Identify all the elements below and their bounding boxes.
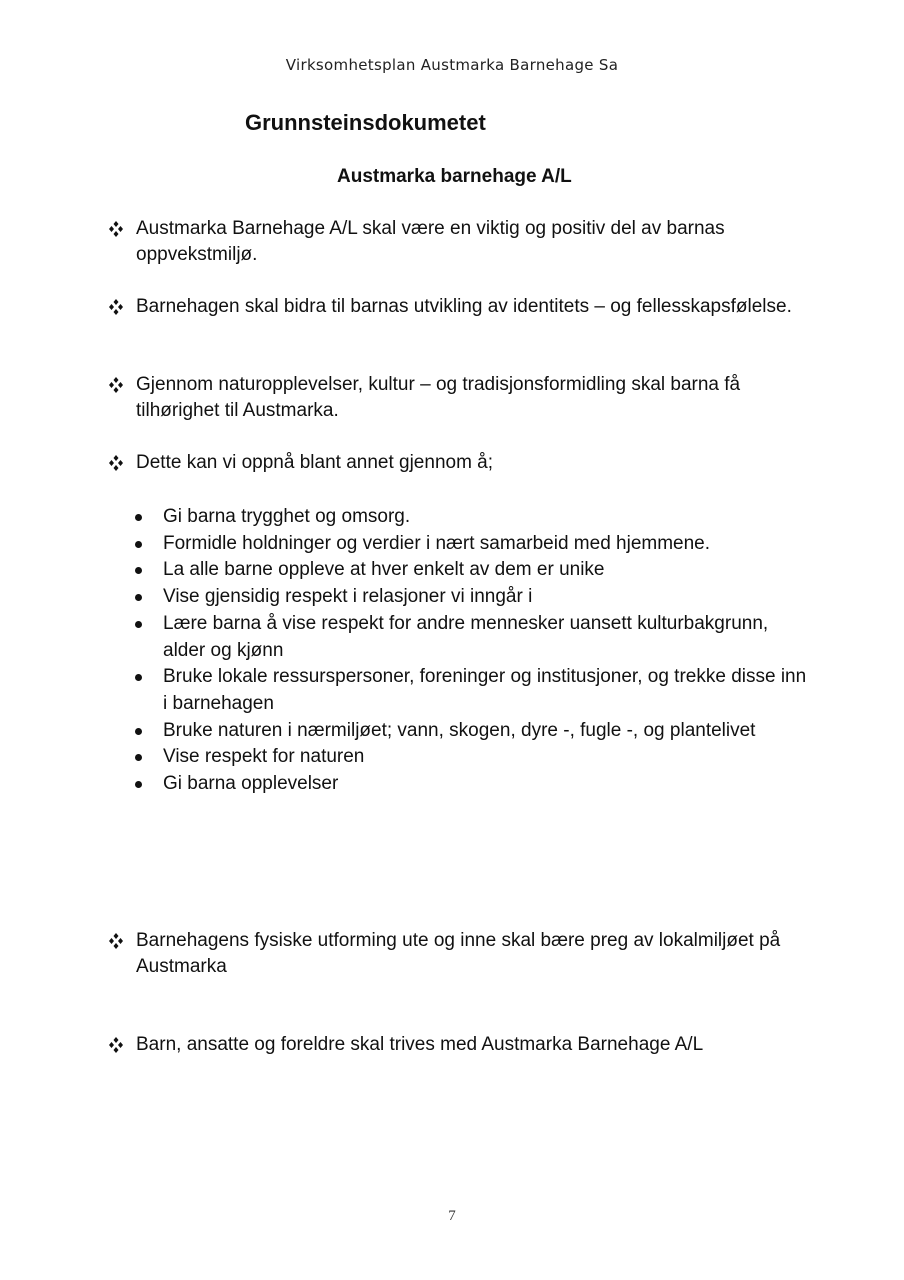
bullet-list-item	[130, 744, 810, 771]
bullet-list-item	[130, 664, 810, 717]
bullet-list-item	[130, 771, 810, 798]
bullet-item-text: Gi barna opplevelser	[163, 773, 339, 795]
four-diamond-bullet-icon	[106, 375, 126, 395]
bullet-list-item	[130, 531, 810, 558]
bullet-dot-icon	[135, 754, 142, 761]
diamond-list-item-text: Barnehagens fysiske utforming ute og inne skal bære preg av lokalmiljøet på Austmarka	[136, 930, 781, 977]
page-title: Grunnsteinsdokumetet	[245, 110, 486, 135]
bullet-item-text: Bruke naturen i nærmiljøet; vann, skogen, dyre -, fugle -, og plantelivet	[163, 719, 756, 741]
diamond-list-item-text: Gjennom naturopplevelser, kultur – og tradisjonsformidling skal barna få tilhørighet til Austmarka.	[136, 374, 741, 421]
diamond-list-item-text: Barn, ansatte og foreldre skal trives med Austmarka Barnehage A/L	[136, 1034, 704, 1055]
bullet-item-text: Vise gjensidig respekt i relasjoner vi inngår i	[163, 586, 533, 608]
page-subtitle: Austmarka barnehage A/L	[337, 166, 572, 187]
bullet-dot-icon	[135, 594, 142, 601]
bullet-item-text: La alle barne oppleve at hver enkelt av dem er unike	[163, 559, 605, 581]
page-number: 7	[448, 1208, 456, 1224]
bullet-item-text: Formidle holdninger og verdier i nært samarbeid med hjemmene.	[163, 532, 711, 554]
four-diamond-bullet-icon	[106, 219, 126, 239]
bullet-dot-icon	[135, 781, 142, 788]
diamond-list-item-text: Austmarka Barnehage A/L skal være en viktig og positiv del av barnas oppvekstmiljø.	[136, 218, 725, 265]
bullet-dot-icon	[135, 541, 142, 548]
diamond-list-item	[106, 928, 806, 980]
bullet-dot-icon	[135, 621, 142, 628]
bullet-dot-icon	[135, 674, 142, 681]
diamond-list-item-text: Dette kan vi oppnå blant annet gjennom å;	[136, 452, 494, 473]
bullet-list-item	[130, 504, 810, 531]
bullet-item-text: Lære barna å vise respekt for andre mennesker uansett kulturbakgrunn, alder og kjønn	[163, 612, 769, 661]
four-diamond-bullet-icon	[106, 297, 126, 317]
four-diamond-bullet-icon	[106, 1035, 126, 1055]
diamond-list-item	[106, 450, 806, 476]
diamond-list-item	[106, 1032, 806, 1058]
bullet-list-item	[130, 557, 810, 584]
four-diamond-bullet-icon	[106, 453, 126, 473]
running-header: Virksomhetsplan Austmarka Barnehage Sa	[285, 56, 619, 74]
bullet-dot-icon	[135, 514, 142, 521]
bullet-list	[130, 504, 810, 798]
diamond-list-item	[106, 372, 806, 424]
bullet-dot-icon	[135, 567, 142, 574]
diamond-list-item-text: Barnehagen skal bidra til barnas utvikling av identitets – og fellesskapsfølelse.	[136, 296, 792, 317]
diamond-list-item	[106, 294, 806, 320]
bullet-item-text: Vise respekt for naturen	[163, 746, 365, 768]
bullet-list-item	[130, 718, 810, 745]
bullet-item-text: Bruke lokale ressurspersoner, foreninger og institusjoner, og trekke disse inn i barnehagen	[163, 666, 807, 714]
bullet-item-text: Gi barna trygghet og omsorg.	[163, 506, 411, 527]
diamond-list-item	[106, 216, 806, 268]
four-diamond-bullet-icon	[106, 931, 126, 951]
bullet-dot-icon	[135, 728, 142, 735]
bullet-list-item	[130, 584, 810, 611]
bullet-list-item	[130, 611, 810, 664]
